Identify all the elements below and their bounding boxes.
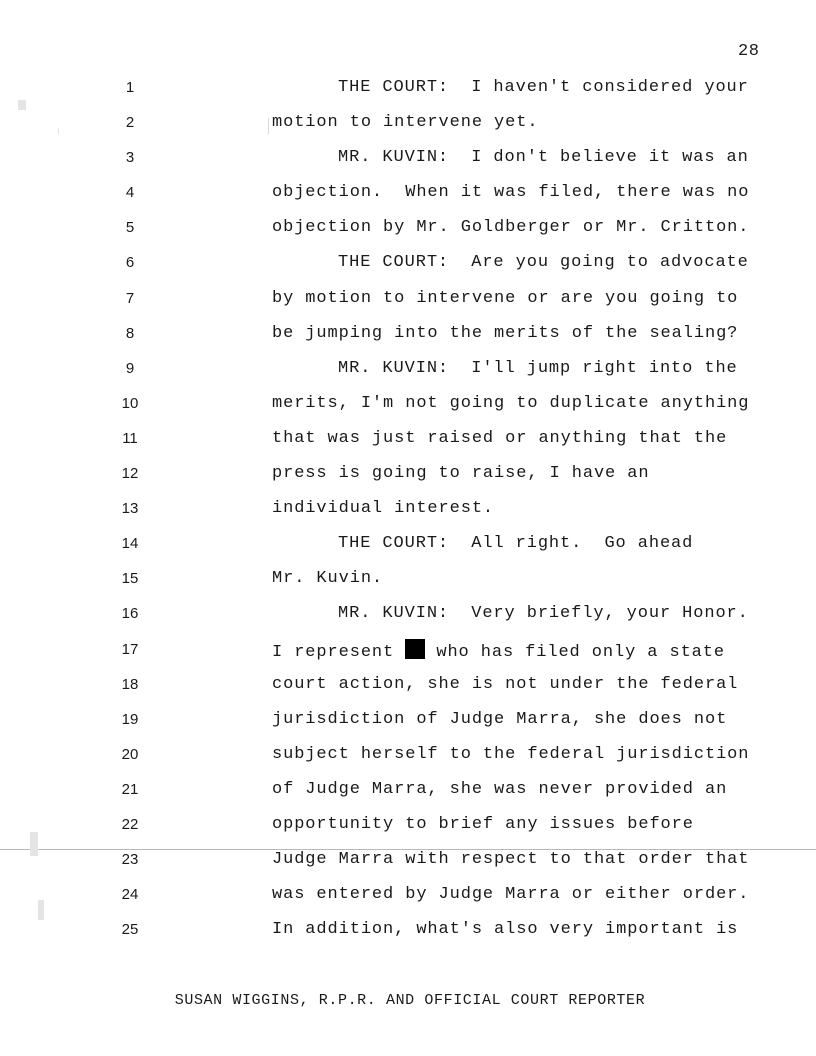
transcript-line xyxy=(0,463,816,498)
line-text: be jumping into the merits of the sealing? xyxy=(272,323,739,343)
transcript-line xyxy=(0,147,816,182)
transcript-line xyxy=(0,744,816,779)
line-number: 20 xyxy=(121,745,139,763)
line-text: that was just raised or anything that the xyxy=(272,428,728,448)
line-text-before-redaction: I represent xyxy=(272,642,406,662)
line-text: THE COURT: Are you going to advocate xyxy=(338,253,749,273)
scan-speck xyxy=(30,832,38,856)
transcript-line xyxy=(0,323,816,358)
transcript-line xyxy=(0,709,816,744)
transcript-line xyxy=(0,884,816,919)
transcript-line xyxy=(0,919,816,954)
transcript-line xyxy=(0,498,816,533)
transcript-line xyxy=(0,779,816,814)
transcript-line xyxy=(0,639,816,674)
transcript-line xyxy=(0,252,816,287)
line-number: 22 xyxy=(121,815,139,833)
line-text: Judge Marra with respect to that order that xyxy=(272,850,750,870)
line-number: 1 xyxy=(125,79,135,96)
line-number: 3 xyxy=(125,149,135,167)
scan-artifact-line xyxy=(0,849,816,850)
line-number: 16 xyxy=(121,605,139,623)
line-text: motion to intervene yet. xyxy=(272,113,539,133)
transcript-line xyxy=(0,428,816,463)
transcript-line xyxy=(0,603,816,638)
line-text: opportunity to brief any issues before xyxy=(272,814,694,834)
line-number: 14 xyxy=(121,535,139,553)
transcript-line xyxy=(0,533,816,568)
transcript-line xyxy=(0,288,816,323)
line-number: 2 xyxy=(125,114,135,132)
line-number: 19 xyxy=(121,710,139,728)
line-text: was entered by Judge Marra or either order. xyxy=(272,885,750,905)
line-text: merits, I'm not going to duplicate anything xyxy=(272,393,750,413)
line-text xyxy=(272,639,725,664)
line-number: 4 xyxy=(125,184,135,202)
line-number: 12 xyxy=(121,465,139,483)
line-text: THE COURT: I haven't considered your xyxy=(338,78,749,97)
transcript-line xyxy=(0,568,816,603)
line-text: objection by Mr. Goldberger or Mr. Critton. xyxy=(272,218,750,238)
line-text: by motion to intervene or are you going to xyxy=(272,288,739,308)
line-text: subject herself to the federal jurisdiction xyxy=(272,744,750,764)
line-text: In addition, what's also very important is xyxy=(272,920,739,940)
transcript-body xyxy=(0,77,816,954)
line-number: 13 xyxy=(121,500,139,518)
page-number: 28 xyxy=(738,42,760,61)
line-number: 25 xyxy=(121,921,139,939)
transcript-line xyxy=(0,112,816,147)
line-number: 8 xyxy=(125,324,135,342)
line-number: 9 xyxy=(125,359,135,377)
line-number: 23 xyxy=(121,851,139,869)
line-text: jurisdiction of Judge Marra, she does not xyxy=(272,709,728,729)
line-text: THE COURT: All right. Go ahead xyxy=(338,534,694,554)
line-number: 5 xyxy=(125,219,135,237)
line-number: 10 xyxy=(121,394,139,412)
line-text: of Judge Marra, she was never provided an xyxy=(272,779,728,799)
line-number: 6 xyxy=(125,254,135,272)
line-text: MR. KUVIN: I don't believe it was an xyxy=(338,148,749,168)
line-text: court action, she is not under the federal xyxy=(272,674,739,694)
line-text: objection. When it was filed, there was no xyxy=(272,183,750,203)
line-text: press is going to raise, I have an xyxy=(272,464,650,484)
redaction-box xyxy=(405,639,425,659)
line-text: Mr. Kuvin. xyxy=(272,569,384,589)
transcript-line xyxy=(0,814,816,849)
transcript-line xyxy=(0,393,816,428)
transcript-line xyxy=(0,217,816,252)
line-text: individual interest. xyxy=(272,499,495,519)
transcript-line xyxy=(0,849,816,884)
transcript-line xyxy=(0,674,816,709)
line-number: 11 xyxy=(122,429,138,447)
line-number: 24 xyxy=(121,886,139,904)
line-text: MR. KUVIN: I'll jump right into the xyxy=(338,358,738,378)
line-number: 17 xyxy=(121,640,139,658)
line-number: 15 xyxy=(121,570,139,588)
line-text-after-redaction: who has filed only a state xyxy=(425,642,725,662)
court-reporter-footer: SUSAN WIGGINS, R.P.R. AND OFFICIAL COURT REPORTER xyxy=(174,992,646,1009)
line-number: 18 xyxy=(121,675,139,693)
scan-speck xyxy=(58,128,59,134)
transcript-line xyxy=(0,77,816,112)
transcript-line xyxy=(0,358,816,393)
scan-speck xyxy=(18,100,26,110)
line-text: MR. KUVIN: Very briefly, your Honor. xyxy=(338,604,749,624)
scan-speck xyxy=(38,900,44,920)
transcript-line xyxy=(0,182,816,217)
line-number: 7 xyxy=(125,289,135,307)
line-number: 21 xyxy=(121,780,139,798)
